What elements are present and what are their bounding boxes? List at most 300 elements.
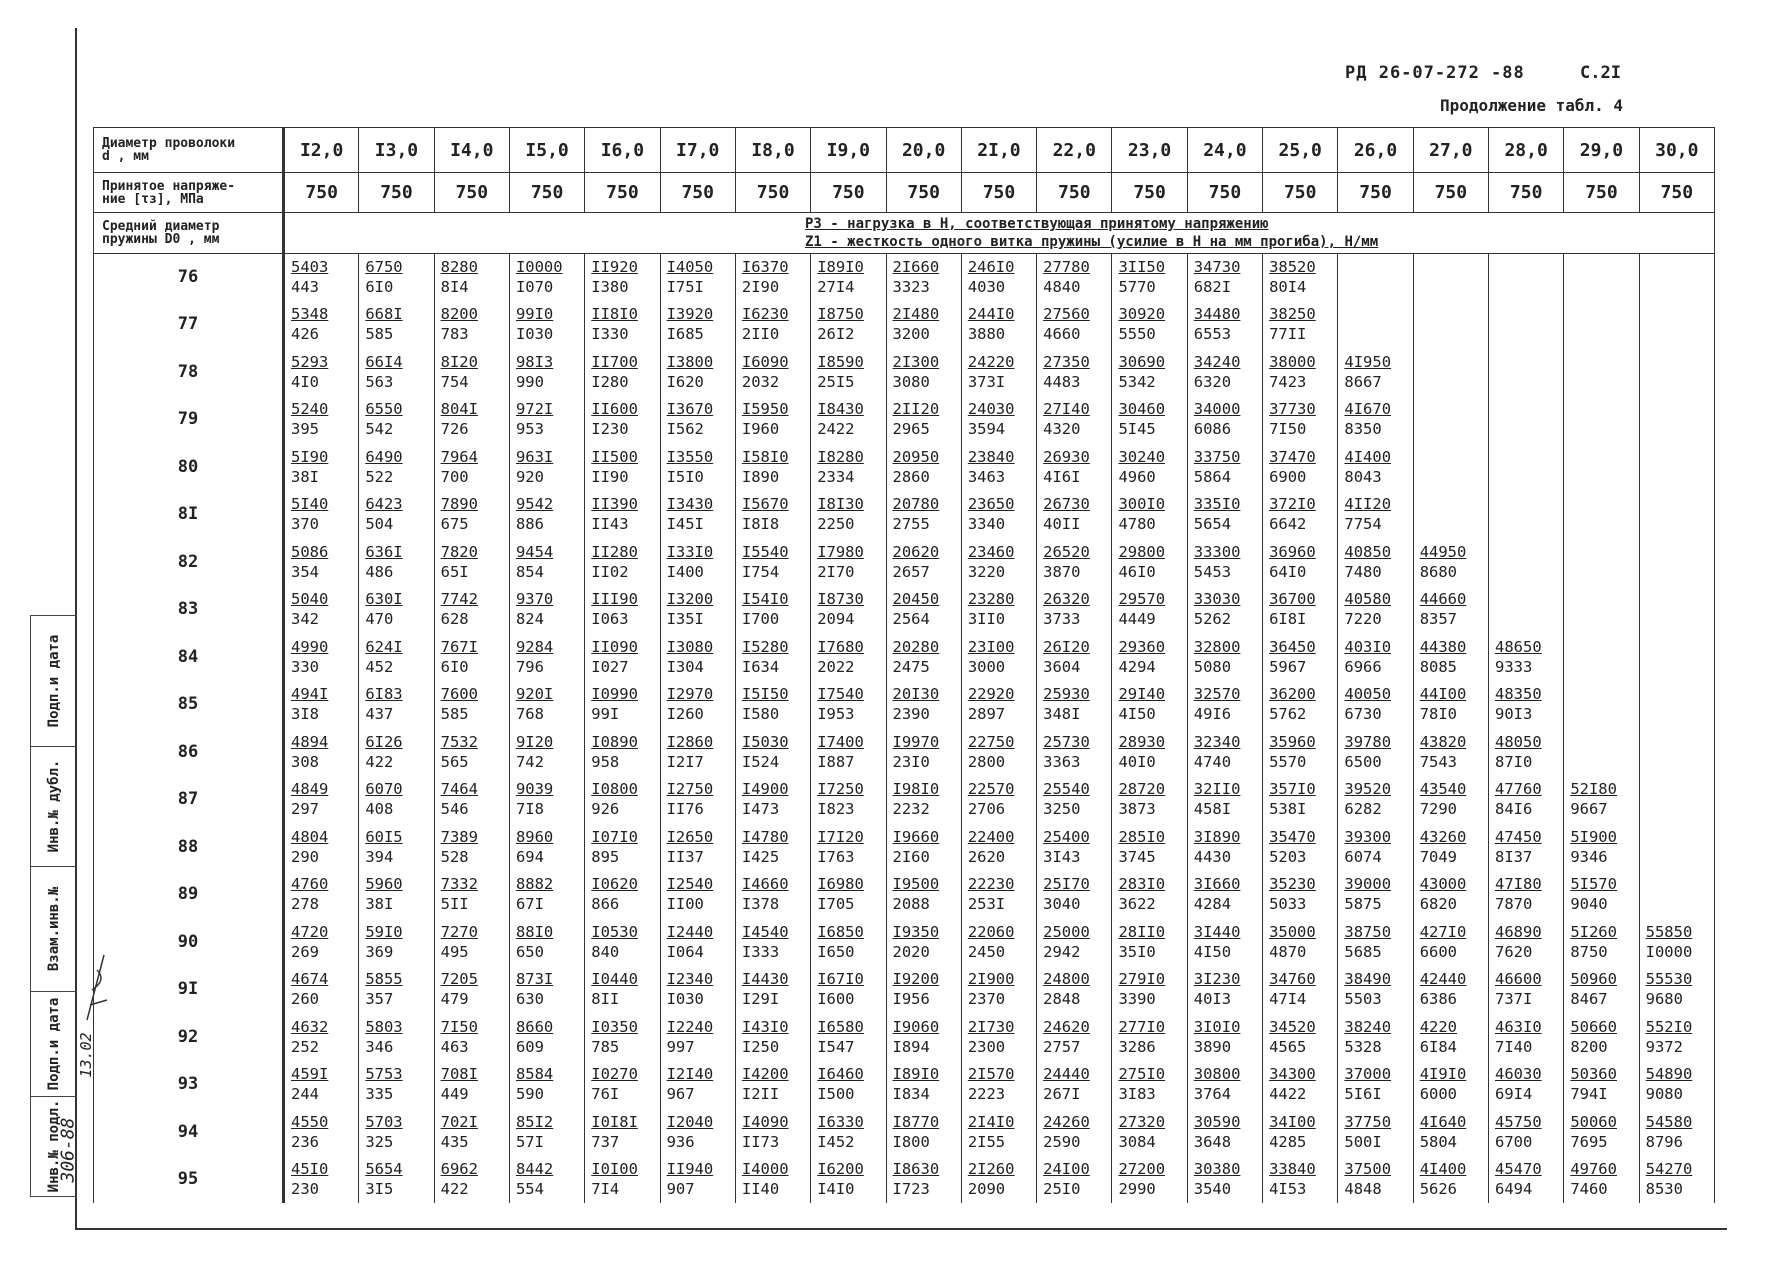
stiffness-value: 565 <box>440 752 469 771</box>
table-cell <box>585 253 660 300</box>
stiffness-value: 794I <box>1570 1085 1608 1104</box>
load-value: 20620 <box>892 542 940 561</box>
load-value: 39000 <box>1344 875 1392 894</box>
mean-diameter-value: 78 <box>94 348 284 395</box>
load-value: 5855 <box>365 970 403 989</box>
load-value: 4I400 <box>1344 447 1392 466</box>
load-value: 630I <box>365 590 403 609</box>
load-value: 85I2 <box>515 1112 554 1131</box>
load-value: I2750 <box>666 780 714 799</box>
table-cell <box>585 823 660 870</box>
table-cell <box>359 301 434 348</box>
table-cell <box>1112 538 1187 585</box>
table-cell <box>1037 728 1112 775</box>
table-cell <box>886 1060 961 1107</box>
stiffness-value: 2800 <box>967 752 1006 771</box>
stiffness-value: 47I4 <box>1269 990 1307 1009</box>
load-value: 5960 <box>365 875 403 894</box>
load-value: 5654 <box>365 1160 403 1179</box>
load-value: 4I400 <box>1419 1160 1467 1179</box>
table-cell <box>1187 348 1262 395</box>
load-value: 5240 <box>291 400 329 419</box>
stiffness-value: 49I6 <box>1193 705 1232 724</box>
table-cell <box>961 538 1036 585</box>
load-value: 702I <box>440 1112 478 1131</box>
stiffness-value: 2I70 <box>817 562 855 581</box>
stiffness-value: 3870 <box>1043 562 1081 581</box>
table-cell <box>284 443 359 490</box>
table-cell <box>359 728 434 775</box>
table-cell <box>284 918 359 965</box>
load-value: 3I890 <box>1193 827 1241 846</box>
table-cell <box>1112 965 1187 1012</box>
load-value: 26930 <box>1043 447 1090 466</box>
load-value: 44660 <box>1419 590 1467 609</box>
stiffness-value: 8085 <box>1419 657 1458 676</box>
table-cell <box>509 918 584 965</box>
stiffness-value: 8667 <box>1344 372 1382 391</box>
table-cell <box>1413 348 1488 395</box>
stiffness-value: 422 <box>440 1180 469 1199</box>
wire-diameter-value: I3,0 <box>359 128 434 173</box>
stiffness-value: 783 <box>440 325 469 344</box>
load-value: 35000 <box>1269 922 1316 941</box>
load-value: 22920 <box>967 685 1015 704</box>
stiffness-value: II02 <box>591 562 629 581</box>
table-cell <box>735 348 810 395</box>
load-value: II500 <box>591 447 638 466</box>
stiffness-value: 958 <box>591 752 620 771</box>
stiffness-value: I473 <box>741 800 780 819</box>
table-cell <box>735 728 810 775</box>
table-cell <box>886 775 961 822</box>
stiffness-value: I620 <box>666 372 704 391</box>
stiffness-value: 335 <box>365 1085 394 1104</box>
load-value: I58I0 <box>741 447 789 466</box>
load-value: 2I660 <box>892 258 940 277</box>
load-value: 8660 <box>515 1017 554 1036</box>
load-value: I7540 <box>817 685 864 704</box>
stiffness-value: 785 <box>591 1037 620 1056</box>
table-cell <box>1263 253 1338 300</box>
load-value: 33750 <box>1193 447 1241 466</box>
load-value: 2I480 <box>892 305 940 324</box>
stiffness-value: I953 <box>817 705 855 724</box>
load-value: I4200 <box>741 1065 789 1084</box>
table-cell <box>660 585 735 632</box>
table-cell <box>886 396 961 443</box>
stiffness-value: 57I <box>515 1132 544 1151</box>
load-value: 99I0 <box>515 305 554 324</box>
table-cell <box>434 538 509 585</box>
stiffness-value: 2223 <box>967 1085 1006 1104</box>
load-value: II700 <box>591 352 638 371</box>
stress-value: 750 <box>1338 173 1413 213</box>
load-value: 23460 <box>967 542 1015 561</box>
load-value: I2240 <box>666 1017 714 1036</box>
table-cell <box>1263 680 1338 727</box>
table-cell <box>1413 870 1488 917</box>
table-cell <box>1489 775 1564 822</box>
table-cell <box>509 396 584 443</box>
stiffness-value: 538I <box>1269 800 1307 819</box>
stiffness-value: 6900 <box>1269 467 1307 486</box>
stiffness-value: I280 <box>591 372 629 391</box>
mean-diameter-value: 87 <box>94 775 284 822</box>
stiffness-value: I330 <box>591 325 629 344</box>
table-cell <box>811 1060 886 1107</box>
stiffness-value: 6I84 <box>1419 1037 1458 1056</box>
load-value: 4I640 <box>1419 1112 1467 1131</box>
table-cell <box>1413 490 1488 537</box>
load-value: 98I3 <box>515 352 554 371</box>
load-value: 35230 <box>1269 875 1316 894</box>
load-value: 7I50 <box>440 1017 478 1036</box>
stiffness-value: 8043 <box>1344 467 1382 486</box>
load-value: I2650 <box>666 827 714 846</box>
stiffness-value: 76I <box>591 1085 620 1104</box>
table-cell <box>735 965 810 1012</box>
stiffness-value: 3594 <box>967 420 1006 439</box>
table-cell <box>509 443 584 490</box>
wire-diameter-value: 2I,0 <box>961 128 1036 173</box>
table-cell <box>811 870 886 917</box>
stiffness-value: 3463 <box>967 467 1006 486</box>
load-value: 38000 <box>1269 352 1316 371</box>
load-value: 28930 <box>1118 732 1166 751</box>
load-value: 963I <box>515 447 554 466</box>
table-cell <box>1338 870 1413 917</box>
table-cell <box>660 728 735 775</box>
table-cell <box>1413 918 1488 965</box>
load-value: 4674 <box>291 970 329 989</box>
load-value: I6460 <box>817 1065 864 1084</box>
stiffness-value: 308 <box>291 752 319 771</box>
stiffness-value: 2300 <box>967 1037 1006 1056</box>
stiffness-value: 542 <box>365 420 394 439</box>
table-cell <box>1112 396 1187 443</box>
table-row <box>94 1060 1715 1107</box>
stiffness-value: I894 <box>892 1037 930 1056</box>
table-cell <box>434 348 509 395</box>
stiffness-value: 6I0 <box>440 657 469 676</box>
table-cell <box>1263 348 1338 395</box>
table-cell <box>1564 1108 1639 1155</box>
load-value: 55530 <box>1645 970 1693 989</box>
stiffness-value: 7460 <box>1570 1180 1608 1199</box>
stiffness-value: 3250 <box>1043 800 1081 819</box>
stiffness-value: 40II <box>1043 515 1081 534</box>
stiffness-value: I580 <box>741 705 780 724</box>
table-cell <box>434 633 509 680</box>
table-cell <box>585 443 660 490</box>
load-value: I4090 <box>741 1112 789 1131</box>
table-row <box>94 443 1715 490</box>
table-cell <box>359 680 434 727</box>
table-row <box>94 396 1715 443</box>
table-cell <box>1639 396 1714 443</box>
stiffness-value: 554 <box>515 1180 544 1199</box>
table-cell <box>1489 965 1564 1012</box>
stiffness-value: 87I0 <box>1495 752 1533 771</box>
table-cell <box>1564 680 1639 727</box>
stiffness-value: 9040 <box>1570 895 1608 914</box>
table-cell <box>434 1108 509 1155</box>
load-value: 20780 <box>892 495 940 514</box>
table-cell <box>660 965 735 1012</box>
stiffness-value: 585 <box>365 325 394 344</box>
table-cell <box>284 538 359 585</box>
stiffness-value: 5080 <box>1193 657 1232 676</box>
stiffness-value: 3604 <box>1043 657 1081 676</box>
load-value: 4720 <box>291 922 329 941</box>
stiffness-value: 3000 <box>967 657 1006 676</box>
table-cell <box>1263 823 1338 870</box>
stiffness-value: 2590 <box>1043 1132 1081 1151</box>
table-cell <box>1338 1155 1413 1203</box>
stiffness-value: 7695 <box>1570 1132 1608 1151</box>
stiffness-value: 5626 <box>1419 1180 1458 1199</box>
stiffness-value: I030 <box>515 325 554 344</box>
load-value: 5I90 <box>291 447 329 466</box>
stress-value: 750 <box>961 173 1036 213</box>
table-cell <box>1639 775 1714 822</box>
load-value: 5I260 <box>1570 922 1617 941</box>
load-value: 2I730 <box>967 1017 1015 1036</box>
table-cell <box>1338 1108 1413 1155</box>
load-value: 37500 <box>1344 1160 1392 1179</box>
table-cell <box>735 585 810 632</box>
table-cell <box>1639 918 1714 965</box>
load-value: 7742 <box>440 590 478 609</box>
load-value: 636I <box>365 542 403 561</box>
load-value: 47I80 <box>1495 875 1542 894</box>
table-cell <box>434 870 509 917</box>
stiffness-value: 8II <box>591 990 620 1009</box>
load-value: 54580 <box>1645 1112 1693 1131</box>
stiffness-value: 3084 <box>1118 1132 1156 1151</box>
stress-value: 750 <box>660 173 735 213</box>
load-value: 7532 <box>440 732 478 751</box>
load-value: 38250 <box>1269 305 1316 324</box>
table-cell <box>811 490 886 537</box>
table-cell <box>1037 585 1112 632</box>
stress-value: 750 <box>1112 173 1187 213</box>
load-value: 8882 <box>515 875 554 894</box>
stiffness-value: 252 <box>291 1037 319 1056</box>
table-cell <box>509 490 584 537</box>
load-value: 36200 <box>1269 685 1316 704</box>
load-value: 44I00 <box>1419 685 1467 704</box>
stiffness-value: 5550 <box>1118 325 1156 344</box>
table-cell <box>509 680 584 727</box>
stiffness-value: 4I50 <box>1193 942 1232 961</box>
load-value: 5803 <box>365 1017 403 1036</box>
table-cell <box>1187 870 1262 917</box>
load-value: 27320 <box>1118 1112 1166 1131</box>
stiffness-value: 5453 <box>1193 562 1232 581</box>
load-value: 7389 <box>440 827 478 846</box>
table-cell <box>1037 1108 1112 1155</box>
load-value: 46890 <box>1495 922 1542 941</box>
table-cell <box>1564 348 1639 395</box>
table-cell <box>1112 823 1187 870</box>
wire-diameter-value: I5,0 <box>509 128 584 173</box>
stiffness-value: 346 <box>365 1037 394 1056</box>
table-cell <box>735 823 810 870</box>
table-cell <box>1112 585 1187 632</box>
table-cell <box>1338 823 1413 870</box>
stress-value: 750 <box>1413 173 1488 213</box>
stiffness-value: 8796 <box>1645 1132 1683 1151</box>
load-value: 7205 <box>440 970 478 989</box>
stiffness-value: 2897 <box>967 705 1006 724</box>
stamp-dup-inv: Инв.№ дубл. <box>31 746 77 867</box>
load-value: 9284 <box>515 637 554 656</box>
stiffness-value: 9372 <box>1645 1037 1683 1056</box>
load-value: 8200 <box>440 305 478 324</box>
table-cell <box>961 870 1036 917</box>
table-cell <box>1263 728 1338 775</box>
table-cell <box>1187 775 1262 822</box>
table-cell <box>434 585 509 632</box>
load-value: 246I0 <box>967 258 1015 277</box>
stiffness-value: 2965 <box>892 420 930 439</box>
load-value: I8750 <box>817 305 864 324</box>
load-value: I7I20 <box>817 827 864 846</box>
load-value: 45750 <box>1495 1112 1542 1131</box>
stamp-orig-inv: Инв.№ подл. <box>46 1099 62 1193</box>
table-cell <box>1037 965 1112 1012</box>
table-cell <box>811 1013 886 1060</box>
table-cell <box>1263 918 1338 965</box>
stiffness-value: I763 <box>817 847 855 866</box>
load-value: I4900 <box>741 780 789 799</box>
table-cell <box>1564 443 1639 490</box>
table-cell <box>1187 1108 1262 1155</box>
stiffness-value: I333 <box>741 942 780 961</box>
table-cell <box>1564 633 1639 680</box>
table-cell <box>1489 728 1564 775</box>
load-value: 4I950 <box>1344 352 1392 371</box>
load-value: 37000 <box>1344 1065 1392 1084</box>
wire-diameter-value: I7,0 <box>660 128 735 173</box>
load-value: I9200 <box>892 970 940 989</box>
load-value: 9542 <box>515 495 554 514</box>
table-cell <box>284 301 359 348</box>
table-cell <box>1338 918 1413 965</box>
mean-diameter-value: 76 <box>94 253 284 300</box>
stiffness-value: 6074 <box>1344 847 1382 866</box>
stiffness-value: I705 <box>817 895 855 914</box>
stiffness-value: 4483 <box>1043 372 1081 391</box>
load-value: 277I0 <box>1118 1017 1166 1036</box>
load-value: I8280 <box>817 447 864 466</box>
stiffness-value: 479 <box>440 990 469 1009</box>
load-value: II280 <box>591 542 638 561</box>
load-value: 2I900 <box>967 970 1015 989</box>
load-value: 403I0 <box>1344 637 1392 656</box>
stiffness-value: 4430 <box>1193 847 1232 866</box>
table-cell <box>1037 538 1112 585</box>
table-cell <box>284 396 359 443</box>
stiffness-value: 2422 <box>817 420 855 439</box>
stiffness-value: 3I43 <box>1043 847 1081 866</box>
table-cell <box>961 918 1036 965</box>
load-value: 20280 <box>892 637 940 656</box>
load-value: 6750 <box>365 258 403 277</box>
load-value: 22750 <box>967 732 1015 751</box>
table-cell <box>1564 1155 1639 1203</box>
table-row <box>94 775 1715 822</box>
load-value: I5670 <box>741 495 789 514</box>
table-cell <box>1489 1108 1564 1155</box>
load-value: 7270 <box>440 922 478 941</box>
table-cell <box>1263 585 1338 632</box>
table-cell <box>585 965 660 1012</box>
table-cell <box>660 1108 735 1155</box>
load-value: 4220 <box>1419 1017 1458 1036</box>
load-value: 2I260 <box>967 1160 1015 1179</box>
table-cell <box>1263 538 1338 585</box>
stiffness-value: I070 <box>515 278 554 297</box>
table-cell <box>1564 396 1639 443</box>
table-cell <box>1489 301 1564 348</box>
stiffness-value: I887 <box>817 752 855 771</box>
stiffness-value: 6600 <box>1419 942 1458 961</box>
legend-row <box>94 213 1715 253</box>
stiffness-value: 2250 <box>817 515 855 534</box>
wire-diameter-row <box>94 128 1715 173</box>
load-value: 55850 <box>1645 922 1693 941</box>
load-value: I67I0 <box>817 970 864 989</box>
stiffness-value: I45I <box>666 515 704 534</box>
stamp-handwritten-inv: 306-88 <box>57 1117 79 1183</box>
stiffness-value: 330 <box>291 657 319 676</box>
stiffness-value: 435 <box>440 1132 469 1151</box>
table-cell <box>1564 490 1639 537</box>
table-continuation-label: Продолжение табл. 4 <box>1440 96 1624 115</box>
table-cell <box>1187 728 1262 775</box>
stiffness-value: 2I55 <box>967 1132 1006 1151</box>
table-cell <box>1187 396 1262 443</box>
stiffness-value: 7I40 <box>1495 1037 1533 1056</box>
table-cell <box>1413 728 1488 775</box>
stiffness-value: 6966 <box>1344 657 1382 676</box>
stiffness-value: 342 <box>291 610 319 629</box>
stiffness-value: 7290 <box>1419 800 1458 819</box>
stiffness-value: 3040 <box>1043 895 1081 914</box>
stiffness-value: 40I0 <box>1118 752 1156 771</box>
table-cell <box>886 538 961 585</box>
load-value: 804I <box>440 400 478 419</box>
load-value: 24030 <box>967 400 1015 419</box>
table-cell <box>811 965 886 1012</box>
load-value: 9039 <box>515 780 554 799</box>
stiffness-value: 3323 <box>892 278 930 297</box>
stiffness-value: 244 <box>291 1085 319 1104</box>
mean-diameter-value: 88 <box>94 823 284 870</box>
table-cell <box>1413 1060 1488 1107</box>
table-cell <box>1639 1060 1714 1107</box>
stress-value: 750 <box>1187 173 1262 213</box>
stiffness-value: 6000 <box>1419 1085 1458 1104</box>
load-value: 32570 <box>1193 685 1241 704</box>
stiffness-value: 5864 <box>1193 467 1232 486</box>
load-value: I54I0 <box>741 590 789 609</box>
table-cell <box>434 965 509 1012</box>
load-value: I5030 <box>741 732 789 751</box>
